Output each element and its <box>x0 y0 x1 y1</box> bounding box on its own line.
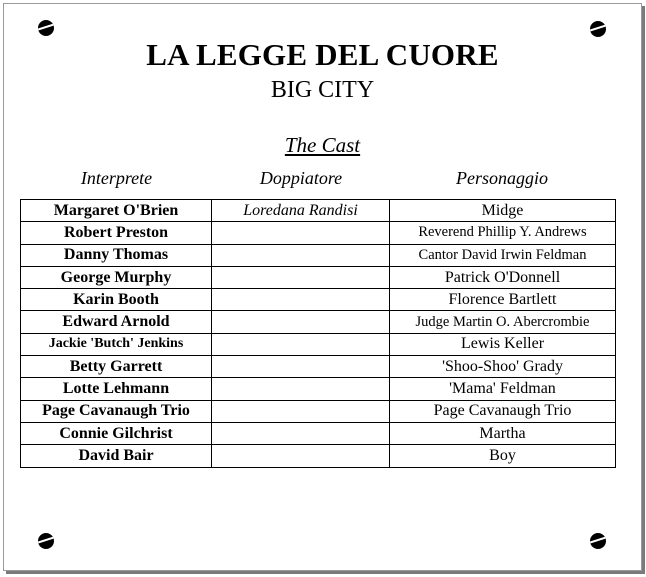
role-cell: Lewis Keller <box>390 333 616 355</box>
actor-cell: Edward Arnold <box>21 311 212 333</box>
table-row <box>21 333 616 355</box>
voice-cell <box>212 311 390 333</box>
voice-cell <box>212 244 390 266</box>
actor-cell: Page Cavanaugh Trio <box>21 400 212 422</box>
role-cell: Reverend Phillip Y. Andrews <box>390 222 616 244</box>
cast-table <box>20 199 616 468</box>
voice-cell <box>212 378 390 400</box>
actor-cell: Connie Gilchrist <box>21 422 212 444</box>
table-row <box>21 356 616 378</box>
role-cell: Martha <box>390 422 616 444</box>
actor-cell: Margaret O'Brien <box>21 200 212 222</box>
voice-cell <box>212 422 390 444</box>
screw-icon <box>38 533 54 549</box>
actor-cell: Danny Thomas <box>21 244 212 266</box>
role-cell: Cantor David Irwin Feldman <box>390 244 616 266</box>
screw-icon <box>38 20 54 36</box>
actor-cell: Lotte Lehmann <box>21 378 212 400</box>
voice-cell <box>212 289 390 311</box>
voice-cell <box>212 266 390 288</box>
table-row <box>21 266 616 288</box>
screw-icon <box>590 533 606 549</box>
role-cell: Boy <box>390 445 616 467</box>
voice-cell <box>212 356 390 378</box>
role-cell: Judge Martin O. Abercrombie <box>390 311 616 333</box>
actor-cell: Robert Preston <box>21 222 212 244</box>
column-header-voice: Doppiatore <box>259 168 343 188</box>
table-row <box>21 289 616 311</box>
table-row <box>21 400 616 422</box>
actor-cell: David Bair <box>21 445 212 467</box>
role-cell: Patrick O'Donnell <box>390 266 616 288</box>
voice-cell <box>212 222 390 244</box>
role-cell: 'Mama' Feldman <box>390 378 616 400</box>
role-cell: Florence Bartlett <box>390 289 616 311</box>
cast-card <box>3 3 642 571</box>
actor-cell: Jackie 'Butch' Jenkins <box>21 333 212 355</box>
column-header-role: Personaggio <box>456 168 548 188</box>
voice-cell <box>212 445 390 467</box>
role-cell: 'Shoo-Shoo' Grady <box>390 356 616 378</box>
table-row <box>21 200 616 222</box>
table-row <box>21 422 616 444</box>
role-cell: Page Cavanaugh Trio <box>390 400 616 422</box>
table-row <box>21 445 616 467</box>
voice-cell <box>212 400 390 422</box>
role-cell: Midge <box>390 200 616 222</box>
table-row <box>21 222 616 244</box>
actor-cell: Betty Garrett <box>21 356 212 378</box>
screw-icon <box>590 21 606 37</box>
table-row <box>21 244 616 266</box>
actor-cell: Karin Booth <box>21 289 212 311</box>
column-header-actor: Interprete <box>80 168 153 188</box>
voice-cell: Loredana Randisi <box>212 200 390 222</box>
page-title: LA LEGGE DEL CUORE <box>146 37 499 72</box>
table-row <box>21 378 616 400</box>
section-title-text: The Cast <box>284 133 361 157</box>
page-subtitle: BIG CITY <box>270 77 375 103</box>
actor-cell: George Murphy <box>21 266 212 288</box>
section-title <box>4 133 641 158</box>
voice-cell <box>212 333 390 355</box>
table-row <box>21 311 616 333</box>
